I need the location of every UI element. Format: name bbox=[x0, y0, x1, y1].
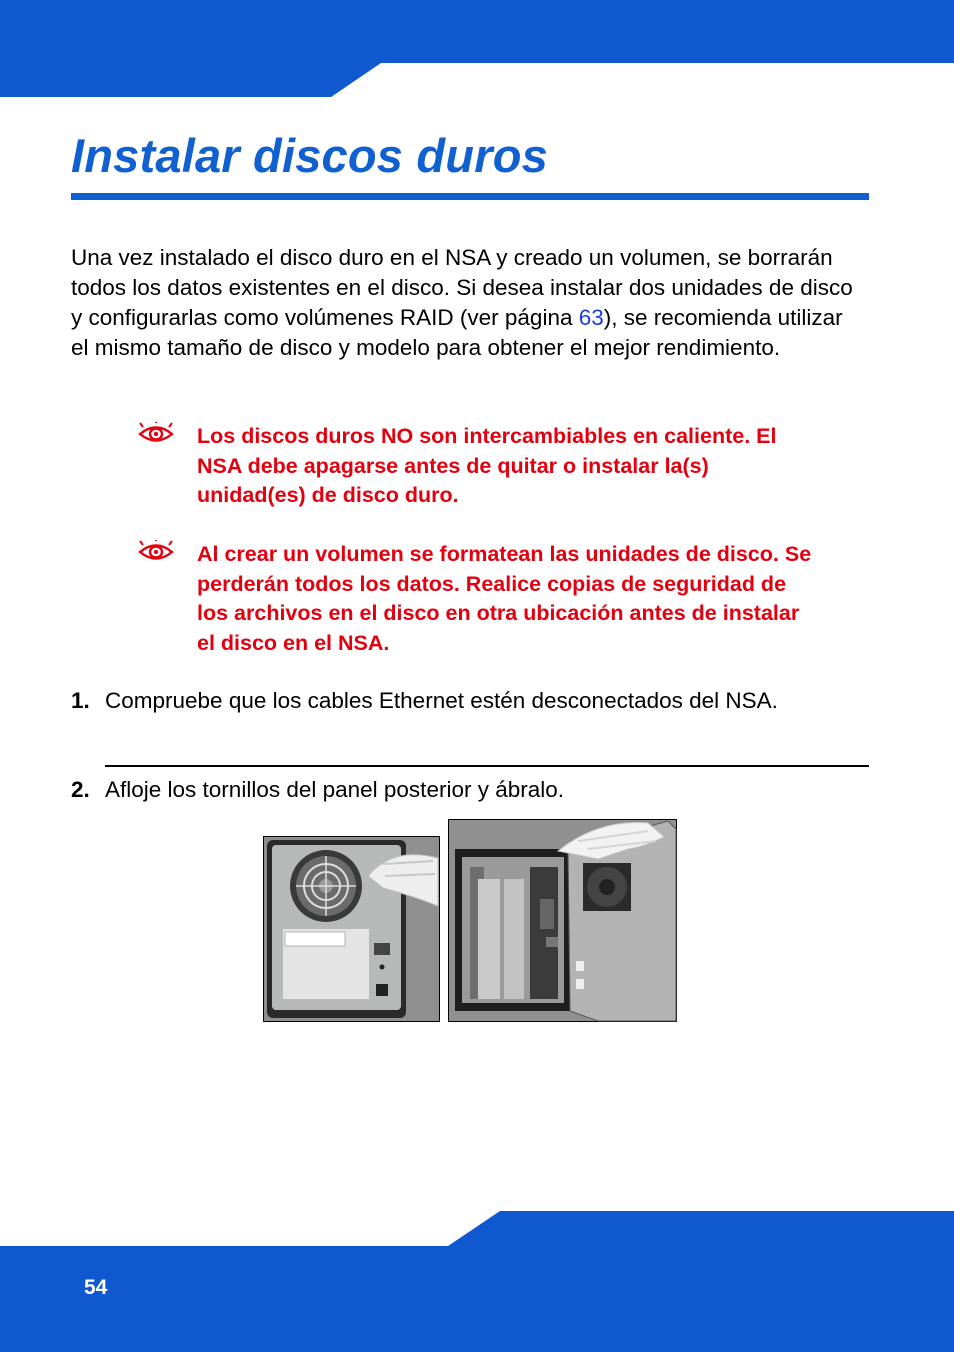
intro-paragraph bbox=[71, 243, 861, 363]
title-underline bbox=[71, 193, 869, 200]
nsa-opened-photo bbox=[448, 819, 677, 1022]
warning-text: Los discos duros NO son intercambiables en caliente. El NSA debe apagarse antes de quitar o instalar la(s) unidad(es) de disco duro. bbox=[197, 424, 777, 507]
header-band bbox=[0, 0, 954, 97]
eye-warning-icon bbox=[138, 540, 174, 564]
step-divider bbox=[105, 765, 869, 767]
page-reference-link[interactable]: 63 bbox=[578, 305, 604, 330]
step-text: Afloje los tornillos del panel posterior y ábralo. bbox=[105, 777, 564, 802]
intro-text-start: Una vez instalado el disco duro en el NSA y creado un volumen, se borrarán todos los datos existentes en el disco. Si desea instalar dos unidades de disco y configurarlas como volúmenes RAID (ver página bbox=[71, 245, 853, 330]
page-number: 54 bbox=[84, 1276, 108, 1299]
eye-warning-icon bbox=[138, 422, 174, 446]
warning-text: Al crear un volumen se formatean las unidades de disco. Se perderán todos los datos. Realice copias de seguridad de los archivos en el disco en otra ubicación antes de instalar el disco en el NSA. bbox=[197, 542, 812, 655]
intro-text-end: ), se recomienda utilizar el mismo tamaño de disco y modelo para obtener el mejor rendimiento. bbox=[71, 305, 843, 360]
step-number: 1. bbox=[71, 688, 90, 713]
page-title: Instalar discos duros bbox=[71, 129, 548, 182]
step-number: 2. bbox=[71, 777, 90, 802]
step-text: Compruebe que los cables Ethernet estén desconectados del NSA. bbox=[105, 688, 778, 713]
nsa-rear-panel-photo bbox=[263, 836, 440, 1022]
footer-band bbox=[0, 1211, 954, 1352]
